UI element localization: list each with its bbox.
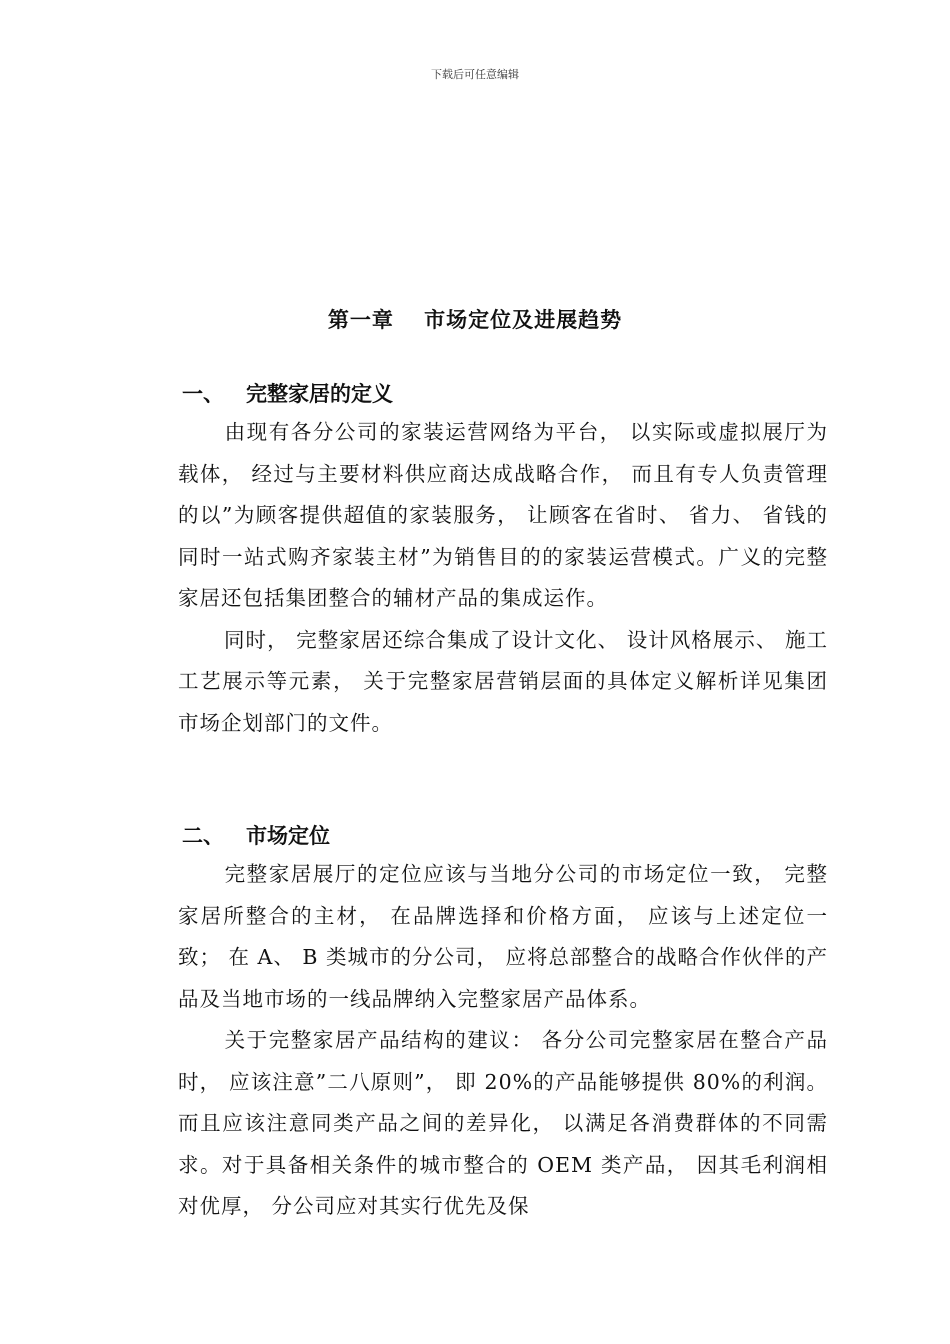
section-heading: [178, 376, 828, 412]
section-heading: [178, 818, 828, 854]
paragraph: [178, 1020, 828, 1228]
section-number: 二、: [182, 824, 224, 848]
paragraph-text: 由现有各分公司的家装运营网络为平台， 以实际或虚拟展厅为载体， 经过与主要材料供应商达成战略合作， 而且有专人负责管理的以”为顾客提供超值的家装服务， 让顾客在省时、 省力、 省钱的同时一站式购齐家装主材”为销售目的的家装运营模式。广义的完整家居还包括集团整合的辅材产品的集成运作。: [178, 420, 828, 610]
paragraph-text: 完整家居展厅的定位应该与当地分公司的市场定位一致， 完整家居所整合的主材， 在品牌选择和价格方面， 应该与上述定位一致； 在 A、 B 类城市的分公司， 应将总部整合的战略合作伙伴的产品及当地市场的一线品牌纳入完整家居产品体系。: [178, 862, 828, 1011]
paragraph-text: 同时， 完整家居还综合集成了设计文化、 设计风格展示、 施工工艺展示等元素， 关于完整家居营销层面的具体定义解析详见集团市场企划部门的文件。: [178, 627, 828, 735]
paragraph: [178, 620, 828, 745]
paragraph: [178, 854, 828, 1020]
chapter-title: 第一章 市场定位及进展趋势: [327, 308, 623, 332]
section-title: 市场定位: [246, 824, 330, 848]
section-title: 完整家居的定义: [246, 382, 393, 406]
paragraph-text: 关于完整家居产品结构的建议： 各分公司完整家居在整合产品时， 应该注意”二八原则”， 即 20%的产品能够提供 80%的利润。而且应该注意同类产品之间的差异化， 以满足各消费群体的不同需求。对于具备相关条件的城市整合的 OEM 类产品， 因其毛利润相对优厚， 分公司应对其实行优先及保: [178, 1028, 828, 1218]
section-definition: [178, 376, 828, 744]
section-number: 一、: [182, 382, 224, 406]
header-note: 下载后可任意编辑: [431, 68, 519, 81]
section-market-positioning: [178, 818, 828, 1228]
paragraph: [178, 412, 828, 620]
